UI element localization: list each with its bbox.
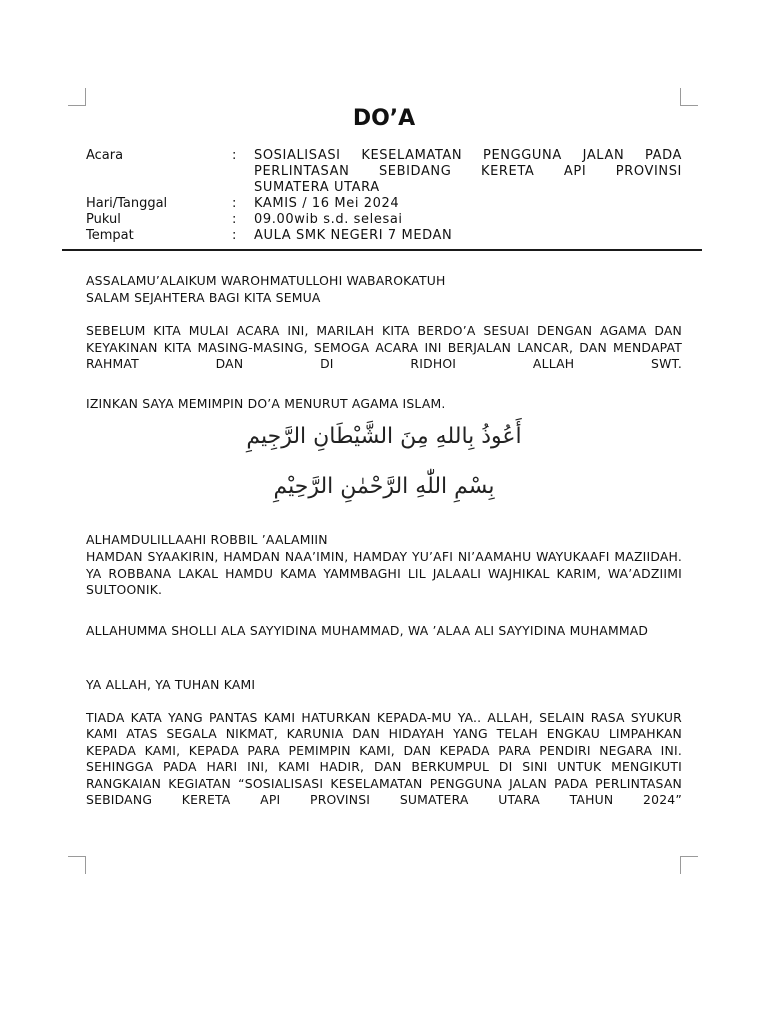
- greeting-line: SALAM SEJAHTERA BAGI KITA SEMUA: [86, 290, 321, 305]
- info-value-line: PERLINTASAN SEBIDANG KERETA API PROVINSI: [254, 164, 682, 179]
- info-label: Pukul: [86, 212, 121, 227]
- info-label: Tempat: [86, 228, 134, 243]
- info-label: Hari/Tanggal: [86, 196, 168, 211]
- taawudz-arabic: أَعُوذُ بِاللهِ مِنَ الشَّيْطَانِ الرَّجِيمِ: [246, 424, 522, 449]
- greeting-line: ASSALAMU’ALAIKUM WAROHMATULLOHI WABAROKATUH: [86, 273, 446, 288]
- info-value: 09.00wib s.d. selesai: [254, 212, 403, 227]
- hamdalah-paragraph: HAMDAN SYAAKIRIN, HAMDAN NAA’IMIN, HAMDAY YU’AFI NI’AAMAHU WAYUKAAFI MAZIIDAH. YA ROBBANA LAKAL HAMDU KAMA YAMMBAGHI LIL JALAALI WAJHIKAL KARIM, WA’ADZIIMI SULTOONIK.: [86, 549, 682, 597]
- hamdalah-title: ALHAMDULILLAAHI ROBBIL ’AALAMIIN: [86, 532, 328, 547]
- info-colon: :: [232, 196, 237, 211]
- intro-paragraph: SEBELUM KITA MULAI ACARA INI, MARILAH KITA BERDO’A SESUAI DENGAN AGAMA DAN KEYAKINAN KITA MASING-MASING, SEMOGA ACARA INI BERJALAN LANCAR, DAN MENDAPAT RAHMAT DAN DI RIDHOI ALLAH SWT.: [86, 323, 682, 371]
- info-value-line: SUMATERA UTARA: [254, 180, 380, 195]
- basmalah-calligraphy: بِسْمِ اللّٰهِ الرَّحْمٰنِ الرَّحِيْمِ: [273, 474, 495, 499]
- document-title: DO’A: [352, 106, 416, 131]
- permission-paragraph: IZINKAN SAYA MEMIMPIN DO’A MENURUT AGAMA ISLAM.: [86, 396, 446, 411]
- info-value-line: SOSIALISASI KESELAMATAN PENGGUNA JALAN PADA: [254, 148, 682, 163]
- info-colon: :: [232, 148, 237, 163]
- document-body: [86, 0, 682, 1024]
- info-value: KAMIS / 16 Mei 2024: [254, 196, 400, 211]
- ya-allah-line: YA ALLAH, YA TUHAN KAMI: [86, 677, 256, 692]
- info-value: AULA SMK NEGERI 7 MEDAN: [254, 228, 453, 243]
- sholawat-paragraph: ALLAHUMMA SHOLLI ALA SAYYIDINA MUHAMMAD, WA ’ALAA ALI SAYYIDINA MUHAMMAD: [86, 623, 649, 638]
- info-colon: :: [232, 212, 237, 227]
- closing-paragraph: TIADA KATA YANG PANTAS KAMI HATURKAN KEPADA-MU YA.. ALLAH, SELAIN RASA SYUKUR KAMI ATAS SEGALA NIKMAT, KARUNIA DAN HIDAYAH YANG TELAH ENGKAU LIMPAHKAN KEPADA KAMI, KEPADA PARA PEMIMPIN KAMI, DAN KEPADA PARA PENDIRI NEGARA INI. SEHINGGA PADA HARI INI, KAMI HADIR, DAN BERKUMPUL DI SINI UNTUK MENGIKUTI RANGKAIAN KEGIATAN “SOSIALISASI KESELAMATAN PENGGUNA JALAN PADA PERLINTASAN SEBIDANG KERETA API PROVINSI SUMATERA UTARA TAHUN 2024”: [86, 710, 682, 808]
- info-colon: :: [232, 228, 237, 243]
- info-label: Acara: [86, 148, 124, 163]
